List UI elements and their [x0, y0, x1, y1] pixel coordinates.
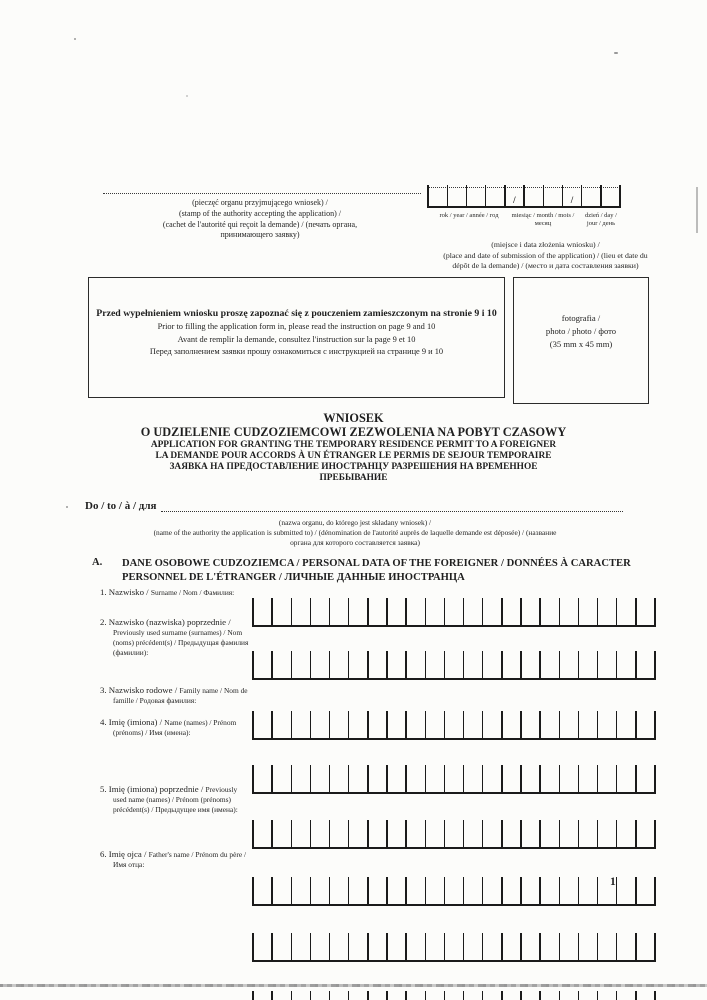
item-4-input-row-1[interactable]: [253, 826, 655, 849]
item-3-input-row-1[interactable]: [253, 771, 655, 794]
char-cell: [559, 657, 578, 678]
char-cell: [349, 604, 368, 625]
char-cell: [636, 717, 655, 738]
item-6-label: 6. Imię ojca / Father's name / Prénom du père / Имя отца:: [100, 849, 247, 870]
char-cell: [349, 657, 368, 678]
photo-box-line: photo / photo / фото: [545, 326, 617, 337]
form-title-sub-line: ЗАЯВКА НА ПРЕДОСТАВЛЕНИЕ ИНОСТРАНЦУ РАЗРЕШЕНИЯ НА ВРЕМЕННОЕ: [169, 462, 538, 473]
char-cell: [540, 657, 559, 678]
addressee-note-line: органа для которого составляется заявка): [290, 538, 420, 548]
char-cell: [368, 657, 387, 678]
char-cell: [272, 939, 291, 960]
notice-translations-line: Prior to filling the application form in, please read the instruction on page 9 and 10: [157, 322, 436, 332]
section-a-heading: DANE OSOBOWE CUDZOZIEMCA / PERSONAL DATA OF THE FOREIGNER / DONNÉES À CARACTER PERSONNEL DE L'ÉTRANGER / ЛИЧНЫЕ ДАННЫЕ ИНОСТРАНЦА: [122, 558, 631, 584]
char-cell: [578, 657, 597, 678]
addressee-note: [55, 518, 655, 549]
char-cell: [521, 771, 540, 792]
date-char-cell[interactable]: [601, 190, 620, 206]
char-cell: [272, 883, 291, 904]
date-char-cell[interactable]: [428, 190, 447, 206]
item-2-input-row-1[interactable]: [253, 657, 655, 680]
char-cell: [598, 604, 617, 625]
char-cell: [598, 939, 617, 960]
submission-note-line: (place and date of submission of the application) / (lieu et date du: [443, 250, 648, 260]
date-separator: /: [562, 190, 581, 206]
date-char-cell[interactable]: [582, 190, 601, 206]
char-cell: [464, 826, 483, 847]
date-char-cell[interactable]: [466, 190, 485, 206]
char-cell: [540, 717, 559, 738]
char-cell: [330, 883, 349, 904]
scan-speck: [74, 38, 76, 40]
char-cell: [617, 939, 636, 960]
char-cell: [636, 771, 655, 792]
char-cell: [578, 771, 597, 792]
char-cell: [578, 939, 597, 960]
item-5-label: 5. Imię (imiona) poprzednie / Previously used name (names) / Prénom (prénoms) précédent(s) / Предыдущее имя (имена):: [100, 784, 238, 815]
char-cell: [387, 604, 406, 625]
photo-box-line: fotografia /: [561, 313, 601, 324]
char-cell: [425, 717, 444, 738]
char-cell: [425, 826, 444, 847]
section-a-letter: A.: [92, 557, 103, 568]
char-cell: [272, 657, 291, 678]
form-title-main: [0, 412, 707, 440]
char-cell: [253, 883, 272, 904]
char-cell: [521, 717, 540, 738]
char-cell: [521, 939, 540, 960]
char-cell: [598, 657, 617, 678]
addressee-line: [85, 499, 623, 512]
char-cell: [291, 657, 310, 678]
char-cell: [578, 883, 597, 904]
item-1-input-row-1[interactable]: [253, 604, 655, 627]
char-cell: [521, 657, 540, 678]
char-cell: [559, 939, 578, 960]
char-cell: [444, 657, 463, 678]
char-cell: [444, 717, 463, 738]
char-cell: [425, 771, 444, 792]
item-2-label: 2. Nazwisko (nazwiska) poprzednie / Previously used surname (surnames) / Nom (noms) précédent(s) / Предыдущая фамилия (фамилии):: [100, 617, 249, 657]
item-3-label: 3. Nazwisko rodowe / Family name / Nom de famille / Родовая фамилия:: [100, 685, 248, 706]
char-cell: [330, 717, 349, 738]
char-cell: [291, 717, 310, 738]
char-cell: [253, 826, 272, 847]
notice-translations-line: Перед заполнением заявки прошу ознакомиться с инструкцией на странице 9 и 10: [149, 347, 444, 357]
stamp-note-line: (pieczęć organu przyjmującego wniosek) /: [192, 198, 328, 207]
char-cell: [368, 939, 387, 960]
char-cell: [310, 771, 329, 792]
char-cell: [559, 826, 578, 847]
char-cell: [464, 883, 483, 904]
char-cell: [253, 771, 272, 792]
stamp-note-line: принимающего заявку): [220, 230, 300, 240]
stamp-note-line: (cachet de l'autorité qui reçoit la demande) / (печать органа,: [162, 219, 358, 229]
char-cell: [291, 939, 310, 960]
char-cell: [636, 883, 655, 904]
stamp-dotted-line[interactable]: [103, 193, 421, 194]
char-cell: [559, 771, 578, 792]
char-cell: [578, 717, 597, 738]
char-cell: [521, 826, 540, 847]
addressee-label: Do / to / à / для: [85, 500, 157, 512]
photo-box-line: (35 mm x 45 mm): [549, 338, 613, 349]
notice-translations-line: Avant de remplir la demande, consultez l'instruction sur la page 9 et 10: [177, 334, 416, 344]
form-title-sub: [0, 440, 707, 485]
char-cell: [253, 604, 272, 625]
char-cell: [330, 771, 349, 792]
char-cell: [521, 604, 540, 625]
char-cell: [636, 604, 655, 625]
char-cell: [444, 604, 463, 625]
char-cell: [425, 657, 444, 678]
date-char-cell[interactable]: [524, 190, 543, 206]
char-cell: [387, 826, 406, 847]
char-cell: [617, 604, 636, 625]
date-char-cell[interactable]: [486, 190, 505, 206]
char-cell: [330, 604, 349, 625]
item-1-label: 1. Nazwisko / Surname / Nom / Фамилия:: [100, 587, 235, 597]
char-cell: [349, 939, 368, 960]
char-cell: [368, 604, 387, 625]
date-separator: /: [505, 190, 524, 206]
char-cell: [578, 604, 597, 625]
notice-translations: [89, 321, 504, 359]
char-cell: [598, 826, 617, 847]
char-cell: [578, 826, 597, 847]
char-cell: [483, 717, 502, 738]
char-cell: [617, 771, 636, 792]
scan-speck: [186, 95, 188, 97]
item-4-input-row-2[interactable]: [253, 883, 655, 906]
char-cell: [310, 657, 329, 678]
char-cell: [368, 771, 387, 792]
char-cell: [272, 717, 291, 738]
char-cell: [330, 826, 349, 847]
date-char-cell[interactable]: [543, 190, 562, 206]
char-cell: [540, 826, 559, 847]
char-cell: [330, 657, 349, 678]
char-cell: [636, 939, 655, 960]
char-cell: [559, 604, 578, 625]
char-cell: [502, 883, 521, 904]
char-cell: [272, 826, 291, 847]
char-cell: [349, 771, 368, 792]
form-title-sub-line: ПРЕБЫВАНИЕ: [319, 473, 388, 484]
char-cell: [349, 883, 368, 904]
char-cell: [540, 939, 559, 960]
char-cell: [636, 657, 655, 678]
char-cell: [444, 883, 463, 904]
char-cell: [464, 717, 483, 738]
char-cell: [253, 657, 272, 678]
char-cell: [349, 717, 368, 738]
photo-box: [513, 277, 649, 404]
char-cell: [444, 771, 463, 792]
char-cell: [444, 826, 463, 847]
char-cell: [406, 771, 425, 792]
item-5-input-row-1[interactable]: [253, 939, 655, 962]
char-cell: [387, 939, 406, 960]
char-cell: [291, 826, 310, 847]
char-cell: [483, 939, 502, 960]
char-cell: [617, 717, 636, 738]
date-comb[interactable]: [428, 190, 620, 208]
char-cell: [310, 717, 329, 738]
char-cell: [425, 604, 444, 625]
char-cell: [310, 604, 329, 625]
char-cell: [387, 771, 406, 792]
char-cell: [502, 771, 521, 792]
char-cell: [272, 604, 291, 625]
date-day-label: dzień / day / jour / день: [585, 212, 617, 228]
char-cell: [617, 657, 636, 678]
char-cell: [502, 604, 521, 625]
char-cell: [598, 717, 617, 738]
char-cell: [406, 604, 425, 625]
item-2-input-row-2[interactable]: [253, 717, 655, 740]
submission-note-line: dépôt de la demande) / (место и дата составления заявки): [452, 261, 639, 271]
char-cell: [483, 604, 502, 625]
stamp-note-line: (stamp of the authority accepting the application) /: [179, 208, 341, 218]
char-cell: [253, 717, 272, 738]
char-cell: [291, 604, 310, 625]
char-cell: [502, 717, 521, 738]
scan-speck: [66, 506, 68, 508]
form-title: [0, 412, 707, 485]
char-cell: [425, 883, 444, 904]
char-cell: [310, 826, 329, 847]
char-cell: [310, 939, 329, 960]
date-month-label: miesiąc / month / mois / месяц: [511, 212, 575, 228]
addressee-note-line: (nazwa organu, do którego jest składany wniosek) /: [278, 518, 432, 527]
char-cell: [464, 657, 483, 678]
scan-noise-line: [0, 984, 707, 987]
char-cell: [406, 939, 425, 960]
char-cell: [464, 939, 483, 960]
char-cell: [559, 717, 578, 738]
char-cell: [540, 604, 559, 625]
char-cell: [483, 657, 502, 678]
form-title-sub-line: APPLICATION FOR GRANTING THE TEMPORARY RESIDENCE PERMIT TO A FOREIGNER: [150, 439, 557, 450]
char-cell: [483, 771, 502, 792]
char-cell: [368, 826, 387, 847]
notice-line-pl: Przed wypełnieniem wniosku proszę zapoznać się z pouczeniem zamieszczonym na stronie 9 i 10: [96, 308, 497, 319]
char-cell: [330, 939, 349, 960]
char-cell: [540, 771, 559, 792]
addressee-fill-line[interactable]: [161, 499, 623, 512]
char-cell: [502, 939, 521, 960]
char-cell: [483, 826, 502, 847]
notice-box: [88, 277, 505, 398]
form-title-sub-line: LA DEMANDE POUR ACCORDS À UN ÉTRANGER LE PERMIS DE SEJOUR TEMPORAIRE: [155, 450, 552, 461]
char-cell: [253, 939, 272, 960]
char-cell: [617, 883, 636, 904]
char-cell: [521, 883, 540, 904]
char-cell: [406, 657, 425, 678]
date-char-cell[interactable]: [447, 190, 466, 206]
char-cell: [483, 883, 502, 904]
char-cell: [444, 939, 463, 960]
char-cell: [272, 771, 291, 792]
scan-speck: [614, 52, 618, 54]
form-title-main-line: O UDZIELENIE CUDZOZIEMCOWI ZEZWOLENIA NA POBYT CZASOWY: [140, 424, 567, 439]
submission-note-line: (miejsce i data złożenia wniosku) /: [491, 240, 600, 249]
scan-edge-artifact: [696, 187, 698, 233]
char-cell: [387, 657, 406, 678]
char-cell: [406, 717, 425, 738]
char-cell: [291, 883, 310, 904]
char-cell: [502, 657, 521, 678]
char-cell: [368, 883, 387, 904]
char-cell: [540, 883, 559, 904]
char-cell: [406, 826, 425, 847]
form-title-main-line: WNIOSEK: [323, 411, 384, 425]
char-cell: [617, 826, 636, 847]
addressee-note-line: (name of the authority the application is submitted to) / (dénomination de l'autorité auprès de laquelle demande est déposée) / (название: [153, 528, 557, 538]
char-cell: [310, 883, 329, 904]
char-cell: [291, 771, 310, 792]
submission-note: [398, 240, 693, 272]
char-cell: [406, 883, 425, 904]
char-cell: [425, 939, 444, 960]
char-cell: [502, 826, 521, 847]
char-cell: [464, 604, 483, 625]
char-cell: [387, 883, 406, 904]
char-cell: [464, 771, 483, 792]
date-year-label: rok / year / année / год: [439, 212, 499, 219]
page-number: 1: [610, 876, 616, 888]
char-cell: [368, 717, 387, 738]
char-cell: [559, 883, 578, 904]
char-cell: [349, 826, 368, 847]
stamp-note: [95, 198, 425, 241]
char-cell: [387, 717, 406, 738]
item-4-label: 4. Imię (imiona) / Name (names) / Prénom (prénoms) / Имя (имена):: [100, 717, 237, 738]
char-cell: [636, 826, 655, 847]
char-cell: [598, 771, 617, 792]
